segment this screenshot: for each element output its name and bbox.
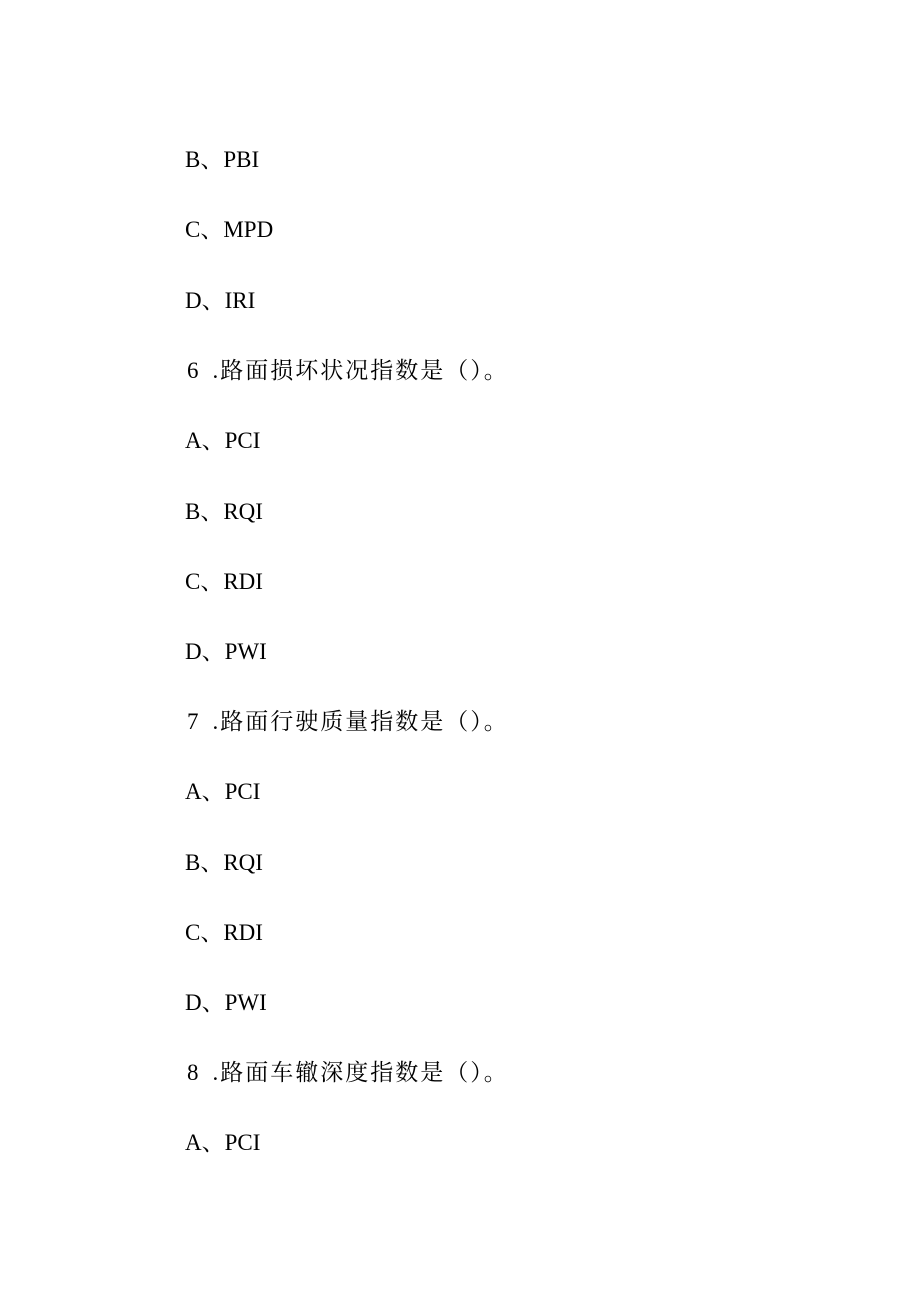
question-text: .路面车辙深度指数是（）。	[212, 1060, 509, 1085]
option-c-rdi: C、RDI	[185, 920, 263, 945]
question-number: 8	[187, 1060, 201, 1085]
question-text: .路面损坏状况指数是（）。	[212, 358, 509, 383]
option-a-pci: A、PCI	[185, 779, 261, 804]
option-d-iri: D、IRI	[185, 288, 256, 313]
question-number: 6	[187, 358, 201, 383]
option-c-rdi: C、RDI	[185, 569, 263, 594]
option-d-pwi: D、PWI	[185, 990, 267, 1015]
option-d-pwi: D、PWI	[185, 639, 267, 664]
option-c-mpd: C、MPD	[185, 217, 274, 242]
option-b-rqi: B、RQI	[185, 850, 263, 875]
option-a-pci: A、PCI	[185, 1130, 261, 1155]
question-7	[187, 707, 509, 737]
question-text: .路面行驶质量指数是（）。	[212, 709, 509, 734]
option-b-pbi: B、PBI	[185, 147, 260, 172]
option-b-rqi: B、RQI	[185, 499, 263, 524]
question-number: 7	[187, 709, 201, 734]
question-8	[187, 1058, 509, 1088]
question-6	[187, 356, 509, 386]
option-a-pci: A、PCI	[185, 428, 261, 453]
